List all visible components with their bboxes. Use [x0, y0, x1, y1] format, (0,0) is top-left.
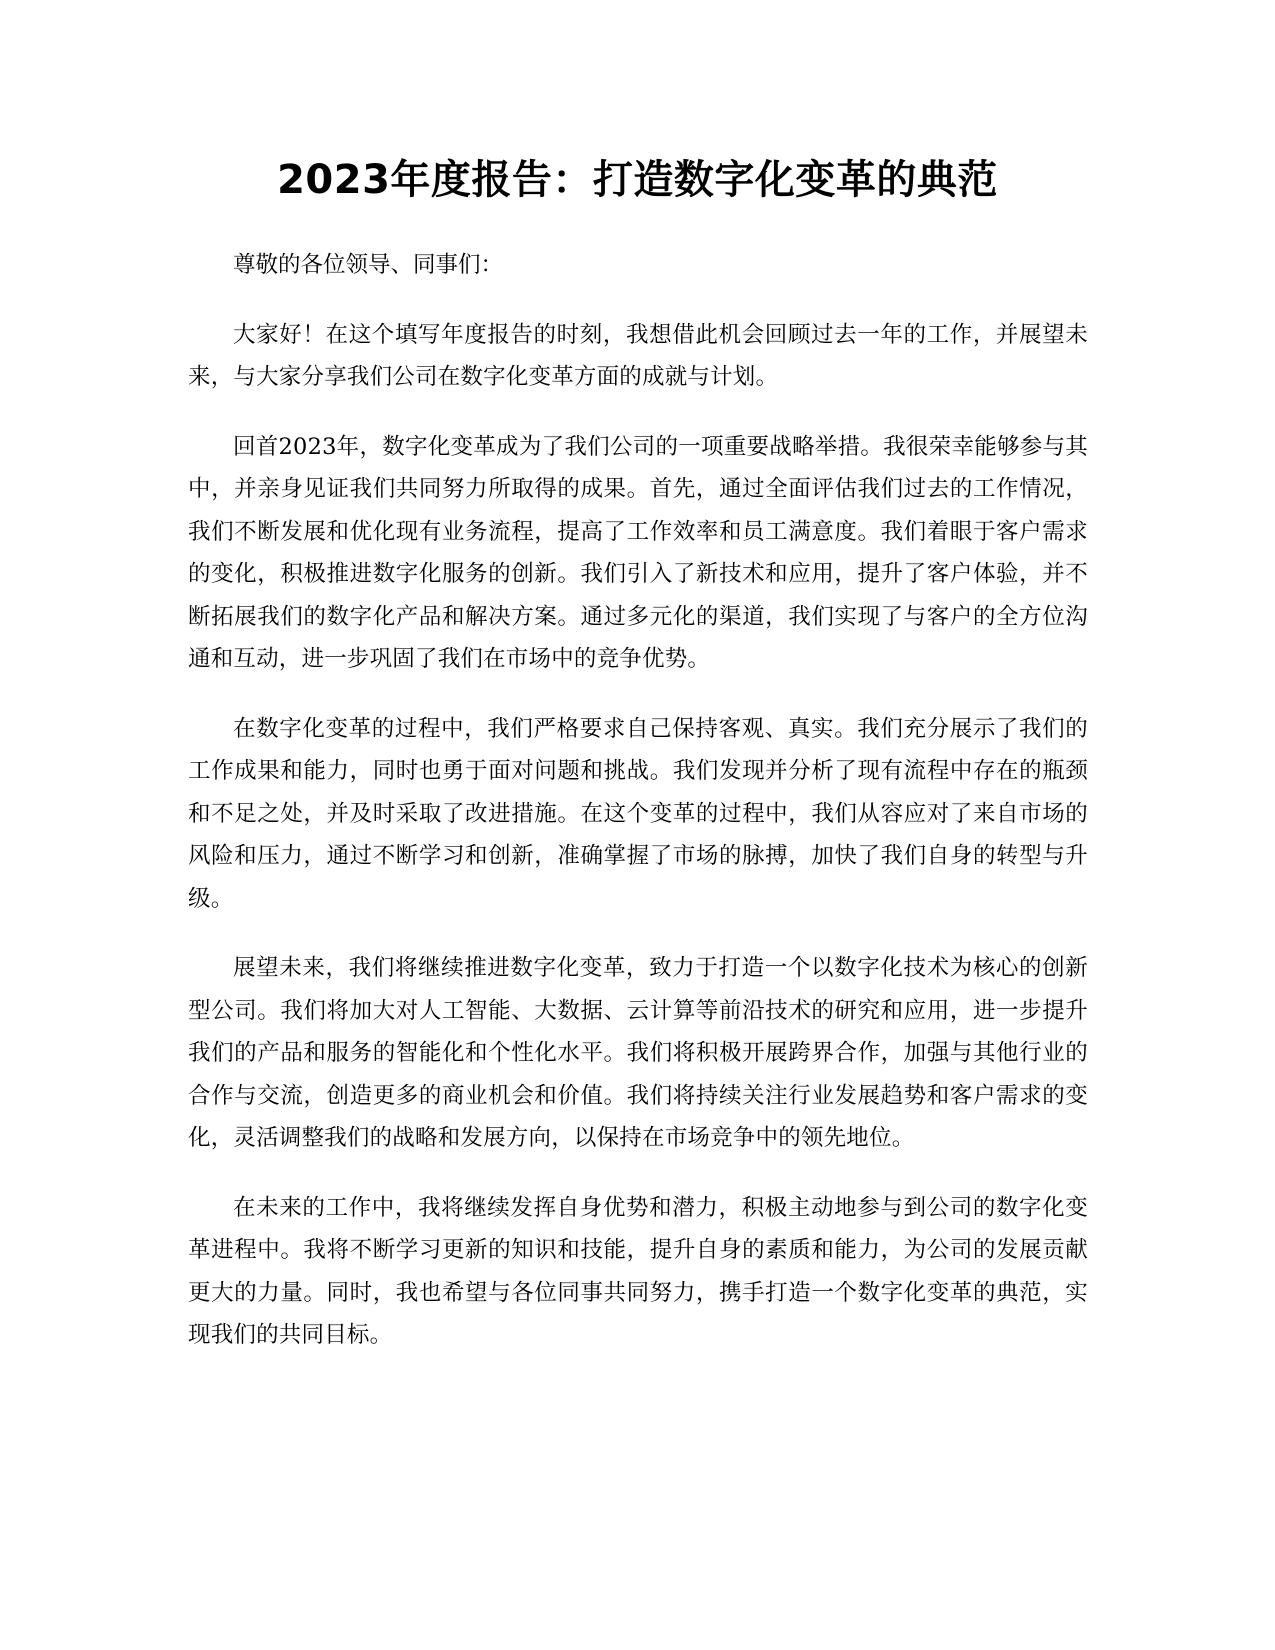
paragraph-review: 回首2023年，数字化变革成为了我们公司的一项重要战略举措。我很荣幸能够参与其中，并亲身见证我们共同努力所取得的成果。首先，通过全面评估我们过去的工作情况，我们不断发展和优化现有业务流程，提高了工作效率和员工满意度。我们着眼于客户需求的变化，积极推进数字化服务的创新。我们引入了新技术和应用，提升了客户体验，并不断拓展我们的数字化产品和解决方案。通过多元化的渠道，我们实现了与客户的全方位沟通和互动，进一步巩固了我们在市场中的竞争优势。: [188, 433, 1088, 672]
paragraph-process: 在数字化变革的过程中，我们严格要求自己保持客观、真实。我们充分展示了我们的工作成果和能力，同时也勇于面对问题和挑战。我们发现并分析了现有流程中存在的瓶颈和不足之处，并及时采取了改进措施。在这个变革的过程中，我们从容应对了来自市场的风险和压力，通过不断学习和创新，准确掌握了市场的脉搏，加快了我们自身的转型与升级。: [188, 715, 1088, 912]
paragraph-commitment: 在未来的工作中，我将继续发挥自身优势和潜力，积极主动地参与到公司的数字化变革进程中。我将不断学习更新的知识和技能，提升自身的素质和能力，为公司的发展贡献更大的力量。同时，我也希望与各位同事共同努力，携手打造一个数字化变革的典范，实现我们的共同目标。: [188, 1194, 1088, 1348]
document-title: 2023年度报告：打造数字化变革的典范: [277, 157, 998, 203]
salutation: 尊敬的各位领导、同事们：: [233, 252, 504, 278]
paragraph-outlook: 展望未来，我们将继续推进数字化变革，致力于打造一个以数字化技术为核心的创新型公司。我们将加大对人工智能、大数据、云计算等前沿技术的研究和应用，进一步提升我们的产品和服务的智能化和个性化水平。我们将积极开展跨界合作，加强与其他行业的合作与交流，创造更多的商业机会和价值。我们将持续关注行业发展趋势和客户需求的变化，灵活调整我们的战略和发展方向，以保持在市场竞争中的领先地位。: [188, 955, 1088, 1151]
document-body: [188, 244, 1088, 1384]
paragraph-greeting: 大家好！在这个填写年度报告的时刻，我想借此机会回顾过去一年的工作，并展望未来，与大家分享我们公司在数字化变革方面的成就与计划。: [188, 321, 1088, 390]
